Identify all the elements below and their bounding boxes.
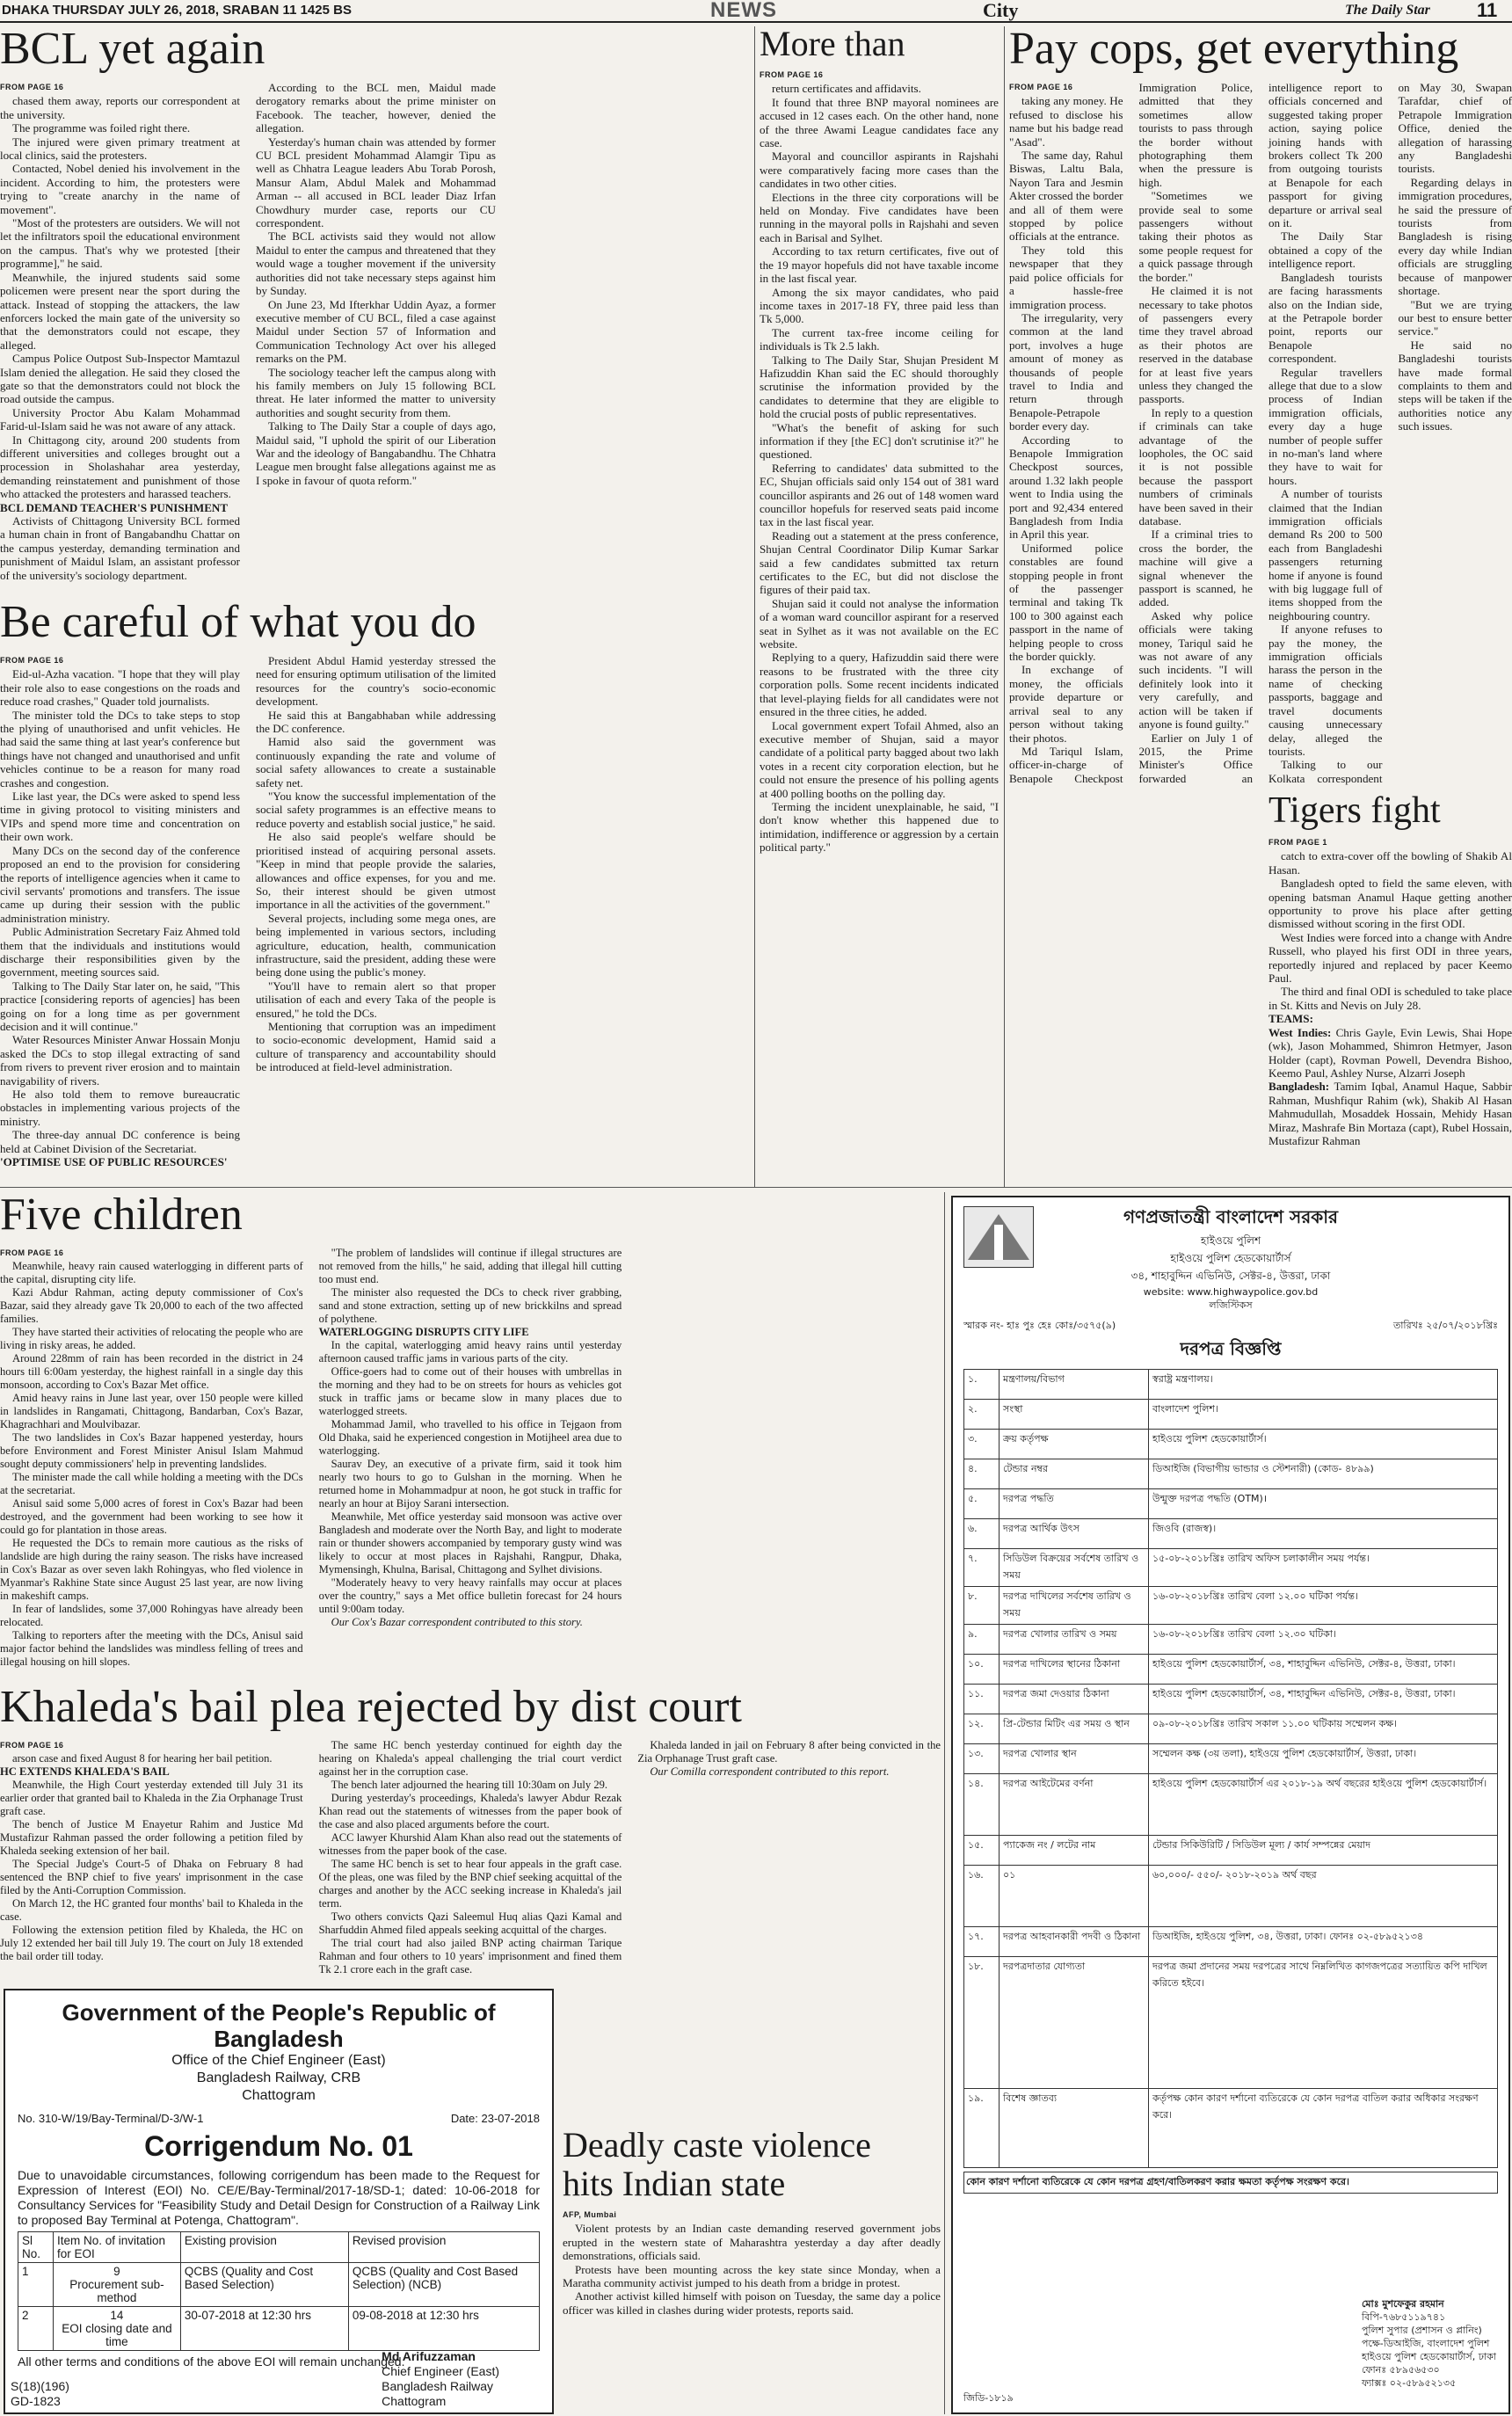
body-careful	[0, 654, 752, 1180]
paragraph: chased them away, reports our correspondent at the university.	[0, 94, 240, 121]
subhead: HC EXTENDS KHALEDA'S BAIL	[0, 1765, 170, 1778]
table-cell: QCBS (Quality and Cost Based Selection) (NCB)	[348, 2263, 539, 2307]
headline-bcl: BCL yet again	[0, 26, 265, 74]
police-ad-signer: মোঃ মুশফেকুর রহমান	[1361, 2298, 1444, 2310]
table-cell: ২.	[964, 1400, 1000, 1430]
table-cell: টেন্ডার সিকিউরিটি / সিডিউল মূল্য / কার্য সম্পন্নের মেয়াদ	[1149, 1836, 1498, 1866]
table-cell: সম্মেলন কক্ষ (৩য় তলা), হাইওয়ে পুলিশ হেডকোয়ার্টার্স, উত্তরা, ঢাকা।	[1149, 1744, 1498, 1774]
paragraph: Amid heavy rains in June last year, over 150 people were killed in landslides in Rangamati, Chittagong, Bandarban, Cox's Bazar, Khagrachhari and Moulvibazar.	[0, 1392, 303, 1430]
paragraph: They have started their activities of relocating the people who are living in risky areas, he added.	[0, 1326, 303, 1351]
rail-ad-table	[18, 2231, 540, 2351]
paragraph: Around 228mm of rain has been recorded in the district in 24 hours till 6:00am yesterday, the highest rainfall in a single day this monsoon, according to Cox's Bazar Met office.	[0, 1352, 303, 1391]
paragraph: The BCL activists said they would not allow Maidul to enter the campus and threatened that they would wage a tougher movement if the university authorities did not take necessary steps against him by Sunday.	[256, 229, 496, 298]
table-cell: হাইওয়ে পুলিশ হেডকোয়ার্টার্স, ৩৪, শাহাবুদ্দিন এভিনিউ, সেক্টর-৪, উত্তরা, ঢাকা।	[1149, 1685, 1498, 1714]
paragraph: Public Administration Secretary Faiz Ahmed told them that the individuals and institutions would discharge their responsibilities given by the government, meeting sources said.	[0, 925, 240, 979]
paragraph: The sociology teacher left the campus along with his family members on July 15 following BCL threat. He later informed the matter to university authorities and sought security from them.	[256, 365, 496, 419]
paragraph: "The problem of landslides will continue if illegal structures are not removed from the hills," he said, adding that illegal hill cutting too must end.	[318, 1247, 622, 1285]
paragraph: The programme was foiled right there.	[12, 121, 191, 135]
table-cell: ক্রয় কর্তৃপক্ষ	[1000, 1430, 1149, 1459]
table-cell: হাইওয়ে পুলিশ হেডকোয়ার্টার্স।	[1149, 1430, 1498, 1459]
dateline: AFP, Mumbai	[563, 2210, 617, 2219]
paragraph: The same HC bench is set to hear four appeals in the graft case. Of the pleas, one was filed by the BNP chief seeking acquittal of the charges and another by the ACC seeking increase in Khaleda's jail term.	[318, 1858, 622, 1910]
table-cell: ৩.	[964, 1430, 1000, 1459]
headline-khaleda: Khaleda's bail plea rejected by dist court	[0, 1685, 742, 1732]
body-cops	[1009, 81, 1512, 1183]
credit-line: Our Cox's Bazar correspondent contributed to this story.	[331, 1616, 583, 1628]
table-cell: ১৬-০৮-২০১৮খ্রিঃ তারিখ বেলা ১২.৩০ ঘটিকা।	[1149, 1625, 1498, 1655]
paragraph: University Proctor Abu Kalam Mohammad Farid-ul-Islam said he was not aware of any attack.	[0, 405, 240, 433]
paragraph: "Most of the protesters are outsiders. We will not let the infiltrators spoil the educational environment on the campus. That's why we protested [their programme]," he said.	[0, 216, 240, 271]
table-cell: দরপত্র আইটেমের বর্ণনা	[1000, 1774, 1149, 1836]
police-ad-addr2: ৩৪, শাহাবুদ্দিন এভিনিউ, সেক্টর-৪, উত্তরা, ঢাকা	[1130, 1270, 1331, 1282]
paragraph: Violent protests by an Indian caste demanding reserved government jobs erupted in the western state of Maharashtra yesterday a day after deadly demonstrations, officials said.	[563, 2222, 941, 2263]
paragraph: He said no Bangladeshi tourists have made formal complaints to them and steps will be taken if the authorities notice any such issues.	[1398, 338, 1512, 433]
paragraph: Several projects, including some mega ones, are being implemented in various sectors, including agriculture, education, health, communication infrastructure, said the president, adding these were being done using the public's money.	[256, 911, 496, 979]
table-cell: ৯.	[964, 1625, 1000, 1655]
paragraph: The bench of Justice M Enayetur Rahim and Justice Md Mustafizur Rahman passed the order following a petition filed by Khaleda seeking extension of her bail.	[0, 1818, 303, 1857]
paragraph: Anisul said some 5,000 acres of forest in Cox's Bazar had been destroyed, and the government had been working to see how it could go for plantation in those areas.	[0, 1497, 303, 1536]
police-ad-web: website: www.highwaypolice.gov.bd	[1143, 1286, 1319, 1298]
from-page-label: FROM PAGE 16	[0, 1741, 64, 1750]
from-page-label: FROM PAGE 16	[0, 83, 64, 91]
headline-more-than: More than	[760, 26, 905, 63]
paragraph: Campus Police Outpost Sub-Inspector Mamtazul Islam denied the allegation. He said they closed the gate so that the demonstrators could not block the road outside the campus.	[0, 352, 240, 406]
paragraph: Bangladesh opted to field the same eleven, with opening batsman Anamul Haque getting another opportunity to prove his place after getting dismissed without scoring in the first ODI.	[1268, 877, 1512, 931]
article-tigers	[1268, 787, 1512, 1181]
paragraph: The injured were given primary treatment at local clinics, said the protesters.	[0, 135, 240, 163]
paragraph: catch to extra-cover off the bowling of Shakib Al Hasan.	[1268, 849, 1512, 877]
paragraph: In reply to a question if criminals can take advantage of the loopholes, the OC said it is not possible because the passport numbers of criminals have been saved in their database.	[1138, 405, 1253, 528]
body-more-than	[760, 69, 999, 1183]
table-cell: টেন্ডার নম্বর	[1000, 1459, 1149, 1489]
from-page-label: FROM PAGE 16	[1009, 83, 1073, 91]
paragraph: Md Tariqul Islam, officer-in-charge of Benapole Checkpost Immigration Police, admitted that they sometimes allow tourists to pass through the border without photographing them when the pressure is high.	[1009, 81, 1253, 785]
from-page-label: FROM PAGE 16	[760, 70, 824, 79]
table-cell: দরপত্র দাখিলের সর্বশেষ তারিখ ও সময়	[1000, 1587, 1149, 1625]
paragraph: Hamid also said the government was continuously expanding the rate and volume of social safety allowances to create a sustainable safety net.	[256, 735, 496, 790]
table-row	[964, 1866, 1498, 1927]
paragraph: The three-day annual DC conference is being held at Cabinet Division of the Secretariat.	[0, 1128, 240, 1155]
rail-ad-dept: Bangladesh Railway, CRB	[196, 2070, 361, 2085]
table-cell: কর্তৃপক্ষ কোন কারণ দর্শানো ব্যতিরেকে যে কোন দরপত্র বাতিল করার অধিকার সংরক্ষণ করে।	[1149, 2089, 1498, 2168]
paragraph: arson case and fixed August 8 for hearing her bail petition.	[12, 1752, 273, 1765]
paragraph: Another activist killed himself with poison on Tuesday, the same day a police officer was killed in clashes during wider protests, reports said.	[563, 2289, 941, 2317]
paragraph: Meanwhile, heavy rain caused waterlogging in different parts of the capital, disrupting city life.	[0, 1260, 303, 1285]
paragraph: ACC lawyer Khurshid Alam Khan also read out the statements of witnesses from the paper book of the case.	[318, 1831, 622, 1857]
table-cell: সংস্থা	[1000, 1400, 1149, 1430]
paragraph: He said this at Bangabhaban while addressing the DC conference.	[256, 708, 496, 736]
table-row	[964, 1430, 1498, 1459]
headline-cops: Pay cops, get everything	[1009, 26, 1459, 74]
paragraph: Mohammad Jamil, who travelled to his office in Tejgaon from Old Dhaka, said he experienced congestion in Motijheel area due to waterlogging.	[318, 1418, 622, 1457]
teams-label: TEAMS:	[1268, 1012, 1313, 1026]
rail-ad-body: Due to unavoidable circumstances, following corrigendum has been made to the Request for Expression of Interest (EOI) No. CE/E/Bay-Terminal/2017-18/SD-1; dated: 10-06-2018 for Consultancy Services for "Feasibility Study and Detail Design for Construction of a Railway Link to proposed Bay Terminal at Potenga, Chattogram".	[18, 2168, 540, 2227]
paragraph: He requested the DCs to remain more cautious as the risks of landslide are high during the rainy season. The risks have increased in Cox's Bazar as over seven lakh Rohingyas, who fled violence in Myanmar's Rakhine State since August 25 last year, are now living in makeshift camps.	[0, 1537, 303, 1602]
table-cell: ০৯-০৮-২০১৮খ্রিঃ তারিখ সকাল ১১.০০ ঘটিকায় সম্মেলন কক্ষ।	[1149, 1714, 1498, 1744]
rail-ad-code1: S(18)(196)	[11, 2379, 69, 2393]
table-cell: ১২.	[964, 1714, 1000, 1744]
paragraph: Talking to our Kolkata correspondent on May 30, Swapan Tarafdar, chief of Petrapole Immigration Office, denied the allegation of harassing any Bangladeshi tourists.	[1268, 81, 1512, 785]
table-row	[964, 1519, 1498, 1549]
paragraph: In the capital, waterlogging amid heavy rains until yesterday afternoon caused traffic jams in various parts of the city.	[318, 1339, 622, 1364]
table-cell: দরপত্র খোলার স্থান	[1000, 1744, 1149, 1774]
table-cell: ১৮.	[964, 1957, 1000, 2089]
paragraph: President Abdul Hamid yesterday stressed the need for ensuring optimum utilisation of the limited resources for the country's socio-economic development.	[256, 654, 496, 709]
rail-ad-signature	[382, 2349, 499, 2409]
paragraph: Many DCs on the second day of the conference proposed an end to the provision for considering the reports of intelligence agencies when it came to civil servants' promotions and transfers. The issue came up during their session with the public administration ministry.	[0, 843, 240, 925]
rail-ad-signer-org: Bangladesh Railway	[382, 2379, 494, 2393]
headline-careful: Be careful of what you do	[0, 600, 476, 647]
table-cell: ১৫-০৮-২০১৮খ্রিঃ তারিখ অফিস চলাকালীন সময় পর্যন্ত।	[1149, 1549, 1498, 1587]
table-cell: 1	[18, 2263, 54, 2307]
masthead-city: City	[983, 0, 1019, 21]
rail-ad-codes	[11, 2379, 69, 2409]
table-row	[964, 2089, 1498, 2168]
signature-line: ফোনঃ ৫৮৯৫৬৫৩০	[1361, 2364, 1440, 2376]
paragraph: Reading out a statement at the press conference, Shujan Central Coordinator Dilip Kumar Sarkar said a few candidates submitted tax return certificates to the EC, but did not disclose the figures of their paid tax.	[760, 528, 999, 597]
rail-ad-signer-title: Chief Engineer (East)	[382, 2364, 499, 2378]
table-row	[964, 1836, 1498, 1866]
article-khaleda	[0, 1685, 941, 1985]
masthead	[0, 0, 1512, 23]
table-cell: ৭.	[964, 1549, 1000, 1587]
paragraph: The irregularity, very common at the land port, involves a huge amount of money as thousands of people travel to India and return through Benapole-Petrapole border every day.	[1009, 310, 1123, 433]
table-header-cell: Item No. of invitation for EOI	[54, 2232, 181, 2263]
table-cell: 9 Procurement sub-method	[54, 2263, 181, 2307]
paragraph: In fear of landslides, some 37,000 Rohingyas have already been relocated.	[0, 1603, 303, 1628]
rail-ad-title: Government of the People's Republic of Bangladesh	[62, 1999, 496, 2052]
paragraph: Earlier on July 1 of 2015, the Prime Minister's Office forwarded an intelligence report to officials concerned and suggested taking proper action, saying police joining hands with brokers collect Tk 200 from outgoing tourists at Benapole for each passport for giving departure or arrival seal on it.	[1138, 81, 1383, 785]
table-row	[964, 1549, 1498, 1587]
table-cell: ১১.	[964, 1685, 1000, 1714]
signature-line: ফ্যাক্সঃ ০২-৫৮৯৫২১৩৫	[1361, 2377, 1457, 2389]
paragraph: The minister also requested the DCs to check river grabbing, sand and stone extraction, setting up of new brickkilns and spread of polythene.	[318, 1286, 622, 1325]
paragraph: Eid-ul-Azha vacation. "I hope that they will play their role also to ease congestions on the roads and reduce road crashes," Quader told journalists.	[0, 667, 240, 709]
paragraph: Two others convicts Qazi Saleemul Huq alias Qazi Kamal and Sharfuddin Ahmed filed appeals seeking acquittal of the charges.	[318, 1910, 622, 1936]
table-cell: ১৫.	[964, 1836, 1000, 1866]
article-five-children	[0, 1192, 941, 1681]
signature-line: বিপি-৭৬৮৫১১৯৭৪১	[1361, 2311, 1446, 2323]
table-cell: দরপত্র আহবানকারী পদবী ও ঠিকানা	[1000, 1927, 1149, 1957]
police-ad-code: জিডি-১৮১৯	[963, 2392, 1014, 2404]
table-row	[964, 1714, 1498, 1744]
paragraph: "You know the successful implementation of the social safety programmes is an effective means to reduce poverty and establish social justice," he said.	[256, 790, 496, 830]
headline-tigers: Tigers fight	[1268, 792, 1441, 831]
paragraph: Among the six mayor candidates, who paid income taxes in 2017-18 FY, three paid less than Tk 5,000.	[760, 285, 999, 326]
paragraph: The Daily Star obtained a copy of the intelligence report.	[1268, 229, 1383, 271]
headline-caste-2: hits Indian state	[563, 2166, 786, 2203]
rail-ad-office: Office of the Chief Engineer (East)	[171, 2053, 386, 2068]
subhead: 'OPTIMISE USE OF PUBLIC RESOURCES'	[0, 1155, 228, 1169]
table-cell: দরপত্রদাতার যোগ্যতা	[1000, 1957, 1149, 2089]
paragraph: Referring to candidates' data submitted to the EC, Shujan officials said only 154 out of 381 ward councillor aspirants and 26 out of 148 women ward councillor hopefuls for reserved seats paid income tax in the last fiscal year.	[760, 461, 999, 529]
paragraph: Mayoral and councillor aspirants in Rajshahi were comparatively facing more cases than the candidates in two other cities.	[760, 149, 999, 191]
paragraph: A number of tourists claimed that the Indian immigration officials demand Rs 200 to 500 each from Bangladeshi passengers returning home if anyone is found with big luggage full of items shopped from the neighbouring country.	[1268, 487, 1383, 622]
table-cell: হাইওয়ে পুলিশ হেডকোয়ার্টার্স এর ২০১৮-১৯ অর্থ বছরের হাইওয়ে পুলিশ হেডকোয়ার্টার্স।	[1149, 1774, 1498, 1836]
paragraph: According to Benapole Immigration Checkpost sources, around 1.32 lakh people went to India using the port and 92,434 entered Bangladesh from India in April this year.	[1009, 433, 1123, 542]
paragraph: The two landslides in Cox's Bazar happened yesterday, hours before Environment and Forest Minister Anisul Islam Mahmud sought deputy commissioners' help in preventing landslides.	[0, 1431, 303, 1470]
paragraph: Elections in the three city corporations will be held on Monday. Five candidates have been running in the mayoral polls in Rajshahi and seven each in Barisal and Sylhet.	[760, 190, 999, 244]
table-cell: 09-08-2018 at 12:30 hrs	[348, 2307, 539, 2351]
table-cell: ৮.	[964, 1587, 1000, 1625]
paragraph: In exchange of money, the officials provide departure or arrival seal to any person without taking their photos.	[1009, 663, 1123, 745]
paragraph: The same HC bench yesterday continued for eighth day the hearing on Khaleda's appeal challenging the trial court verdict against her in the corruption case.	[318, 1739, 622, 1778]
table-row	[964, 1957, 1498, 2089]
table-row	[964, 1459, 1498, 1489]
credit-line: Our Comilla correspondent contributed to this report.	[650, 1765, 890, 1778]
article-cops	[1009, 26, 1512, 1185]
table-cell: ১৩.	[964, 1744, 1000, 1774]
rail-ad-date: Date: 23-07-2018	[450, 2112, 540, 2125]
table-cell: দরপত্র খোলার তারিখ ও সময়	[1000, 1625, 1149, 1655]
table-cell: 2	[18, 2307, 54, 2351]
table-cell: সিডিউল বিক্রয়ের সর্বশেষ তারিখ ও সময়	[1000, 1549, 1149, 1587]
paragraph: Like last year, the DCs were asked to spend less time in giving protocol to visiting ministers and VIPs and spend more time and concentration on their own work.	[0, 790, 240, 844]
table-cell: ১.	[964, 1370, 1000, 1400]
from-page-label: FROM PAGE 1	[1268, 838, 1327, 847]
paragraph: The Special Judge's Court-5 of Dhaka on February 8 had sentenced the BNP chief to five years' imprisonment in the case filed by the Anti-Corruption Commission.	[0, 1858, 303, 1896]
table-cell: ১০.	[964, 1655, 1000, 1685]
paragraph: He claimed it is not necessary to take photos of passengers every time they travel abroad as their photos are reserved in the database for at least five years unless they changed the passports.	[1138, 284, 1253, 406]
table-cell: ৫.	[964, 1489, 1000, 1519]
table-cell: ০১	[1000, 1866, 1149, 1927]
paragraph: Bangladesh tourists are facing harassments also on the Indian side, at the Petrapole border point, reports our Benapole correspondent.	[1268, 270, 1383, 366]
paragraph: Contacted, Nobel denied his involvement in the incident. According to him, the protesters were trying to "create anarchy in the name of movement".	[0, 162, 240, 216]
paragraph: Following the extension petition filed by Khaleda, the HC on July 12 extended her bail till July 19. The court on July 18 extended the bail order till today.	[0, 1924, 303, 1962]
paragraph: Asked why police officials were taking money, Tariqul said he was not aware of any such incidents. "I will definitely look into it very carefully, and action will be taken if anyone is found guilty."	[1138, 608, 1253, 731]
paragraph: They told this newspaper that they paid police officials for a hassle-free immigration process.	[1009, 243, 1123, 311]
table-cell: 14 EOI closing date and time	[54, 2307, 181, 2351]
paragraph: Meanwhile, Met office yesterday said monsoon was active over Bangladesh and moderate over the North Bay, and light to moderate rain or thunder showers accompanied by temporary gusty wind was likely to occur at most places in Rajshahi, Rangpur, Dhaka, Mymensingh, Khulna, Barisal, Chittagong and Sylhet divisions.	[318, 1510, 622, 1575]
table-cell: দরপত্র দাখিলের স্থানের ঠিকানা	[1000, 1655, 1149, 1685]
paragraph: The minister told the DCs to take steps to stop the plying of unauthorised and unfit vehicles. He had said the same thing at last year's conference but things have not changed and unauthorised and unfit vehicles continue to be a reason for many road crashes and congestion.	[0, 708, 240, 790]
table-cell: স্বরাষ্ট্র মন্ত্রণালয়।	[1149, 1370, 1498, 1400]
paragraph: return certificates and affidavits.	[772, 82, 921, 96]
paragraph: The minister made the call while holding a meeting with the DCs at the secretariat.	[0, 1471, 303, 1496]
article-bcl	[0, 26, 752, 598]
paragraph: In Chittagong city, around 200 students from different universities and colleges brought out a procession in Sholashahar area yesterday, demanding reinstatement and punishment of those who attacked the protesters and harassed teachers.	[0, 433, 240, 501]
subhead: WATERLOGGING DISRUPTS CITY LIFE	[318, 1326, 529, 1338]
table-cell: বিশেষ জ্ঞাতব্য	[1000, 2089, 1149, 2168]
table-row	[964, 1625, 1498, 1655]
table-cell: ডিআইজি (বিভাগীয় ভান্ডার ও স্টেশনারী) (কোড- ৪৮৯৯)	[1149, 1459, 1498, 1489]
page-number: 11	[1477, 0, 1498, 21]
table-row	[964, 1370, 1498, 1400]
rail-ad-memo: No. 310-W/19/Bay-Terminal/D-3/W-1	[18, 2112, 204, 2125]
paragraph: Khaleda landed in jail on February 8 after being convicted in the Zia Orphanage Trust graft case.	[637, 1739, 941, 1765]
table-row	[964, 1927, 1498, 1957]
table-cell: ৬.	[964, 1519, 1000, 1549]
paragraph: "You'll have to remain alert so that proper utilisation of each and every Taka of the people is ensured," he told the DCs.	[256, 979, 496, 1020]
highway-police-tender-ad	[951, 1196, 1510, 2414]
paragraph: West Indies were forced into a change with Andre Russell, who played his first ODI in three years, reportedly injured and replaced by pacer Keemo Paul.	[1268, 930, 1512, 986]
table-cell: প্যাকেজ নং / লটের নাম	[1000, 1836, 1149, 1866]
table-row	[18, 2263, 540, 2307]
table-cell: ১৭.	[964, 1927, 1000, 1957]
paragraph: Local government expert Tofail Ahmed, also an executive member of Shujan, said a mayor candidate of a political party bagged about two lakh votes in a recent city corporation election, but he could not ensure the presence of his polling agents at 400 polling booths on the polling day.	[760, 718, 999, 800]
body-five-children	[0, 1247, 941, 1676]
table-cell: বাংলাদেশ পুলিশ।	[1149, 1400, 1498, 1430]
paragraph: The bench later adjourned the hearing till 10:30am on July 29.	[331, 1779, 608, 1791]
table-cell: দরপত্র জমা দেওয়ার ঠিকানা	[1000, 1685, 1149, 1714]
table-cell: ৪.	[964, 1459, 1000, 1489]
paragraph: Yesterday's human chain was attended by former CU BCL president Mohammad Alamgir Tipu as well as Chhatra League leaders Abu Torab Porosh, Mansur Alam, Abdul Malek and Mohammad Arman -- all accused in BCL leader Diaz Irfan Chowdhury murder case, reports our CU correspondent.	[256, 135, 496, 230]
masthead-dateline: DHAKA THURSDAY JULY 26, 2018, SRABAN 11 1425 BS	[2, 3, 352, 18]
article-careful	[0, 600, 752, 1187]
paragraph: taking any money. He refused to disclose his name but his badge read "Asad".	[1009, 94, 1123, 149]
paragraph: Kazi Abdur Rahman, acting deputy commissioner of Cox's Bazar, said they already gave Tk 20,000 to each of the two affected families.	[0, 1286, 303, 1325]
body-caste	[563, 2209, 941, 2411]
table-cell: জিওবি (রাজস্ব)।	[1149, 1519, 1498, 1549]
article-more-than	[760, 26, 999, 1185]
paragraph: Replying to a query, Hafizuddin said there were reasons to be frustrated with the three city corporation polls. Some recent incidents indicated that level-playing fields for all candidates were not ensured in the three cities, he added.	[760, 651, 999, 719]
paragraph: Water Resources Minister Anwar Hossain Monju asked the DCs to stop illegal extracting of sand from rivers to prevent river erosion and to maintain navigability of rivers.	[0, 1033, 240, 1088]
paragraph: If anyone refuses to pay the money, the immigration officials harass the person in the name of checking passports, baggage and travel documents causing unnecessary delay, alleged the tourists.	[1268, 622, 1383, 758]
highway-police-logo	[963, 1206, 1034, 1268]
paragraph: The same day, Rahul Biswas, Laltu Bala, Nayon Tara and Jesmin Akter crossed the border and all of them were stopped by police officials at the entrance.	[1009, 149, 1123, 244]
paragraph: Saurav Dey, an executive of a private firm, said it took him nearly two hours to go to Gulshan in the morning. When he returned home in Mohammadpur at noon, he got stuck in traffic for nearly an hour at Bijoy Sarani intersection.	[318, 1458, 622, 1510]
paragraph: On June 23, Md Ifterkhar Uddin Ayaz, a former executive member of CU BCL, filed a case against Maidul under Section 57 of Information and Communication Technology Act over his alleged remarks on the PM.	[256, 297, 496, 366]
police-ad-signature	[1362, 2297, 1496, 2390]
paragraph: Talking to The Daily Star later on, he said, "This practice [considering reports of agencies] has been going on for a long time as per government decision and it will continue."	[0, 979, 240, 1033]
paragraph: He also said people's welfare should be prioritised instead of acquiring personal assets. "Keep in mind that people provide the salaries, allowances and office expenses, for you and me. So, their interest should be given utmost importance in all the activities of the government."	[256, 830, 496, 912]
table-row	[18, 2307, 540, 2351]
body-bcl	[0, 81, 752, 594]
police-ad-footer: কোন কারণ দর্শানো ব্যতিরেকে যে কোন দরপত্র গ্রহণ/বাতিলকরণ করার ক্ষমতা কর্তৃপক্ষ সংরক্ষণ করে।	[963, 2172, 1498, 2194]
paragraph: During yesterday's proceedings, Khaleda's lawyer Abdur Rezak Khan read out the statements of witnesses from the paper book of the case and also placed arguments before the court.	[318, 1792, 622, 1830]
table-cell: দরপত্র জমা প্রদানের সময় দরপত্রের সাথে নিম্নলিখিত কাগজপত্রের সত্যায়িত কপি দাখিল করিতে হইবে।	[1149, 1957, 1498, 2089]
paragraph: "Sometimes we provide seal to some passengers without taking their photos as some people request for a quick passage through the border."	[1138, 189, 1253, 284]
table-row	[964, 1685, 1498, 1714]
signature-line: পুলিশ সুপার (প্রশাসন ও প্লানিং)	[1361, 2325, 1482, 2336]
paragraph: Talking to reporters after the meeting with the DCs, Anisul said major factor behind the landslides was mindless felling of trees and illegal housing on hill slopes.	[0, 1629, 303, 1668]
table-row	[964, 1744, 1498, 1774]
paragraph: Talking to The Daily Star a couple of days ago, Maidul said, "I uphold the spirit of our Liberation War and the ideology of Bangabandhu. The Chhatra League men brought false allegations against me as I spoke in favour of quota reform."	[256, 419, 496, 487]
table-cell: ১৬.	[964, 1866, 1000, 1927]
police-ad-addr: হাইওয়ে পুলিশ হেডকোয়ার্টার্স	[1170, 1252, 1291, 1264]
paragraph: He also told them to remove bureaucratic obstacles in implementing various projects of the ministry.	[0, 1088, 240, 1128]
table-cell: ডিআইজি, হাইওয়ে পুলিশ, ৩৪, উত্তরা, ঢাকা। ফোনঃ ০২-৫৮৯৫২১৩৪	[1149, 1927, 1498, 1957]
table-header-cell: Revised provision	[348, 2232, 539, 2263]
police-ad-table	[963, 1369, 1498, 2168]
rail-ad-signer: Md Arifuzzaman	[382, 2349, 476, 2363]
police-ad-gov: গণপ্রজাতন্ত্রী বাংলাদেশ সরকার	[1123, 1206, 1338, 1227]
article-caste	[563, 2128, 941, 2414]
table-cell: QCBS (Quality and Cost Based Selection)	[180, 2263, 348, 2307]
railway-corrigendum-ad	[4, 1989, 554, 2414]
signature-line: পক্ষে-ডিআইজি, বাংলাদেশ পুলিশ	[1361, 2338, 1490, 2349]
table-cell: উন্মুক্ত দরপত্র পদ্ধতি (OTM)।	[1149, 1489, 1498, 1519]
subhead: BCL DEMAND TEACHER'S PUNISHMENT	[0, 500, 229, 514]
from-page-label: FROM PAGE 16	[0, 1248, 64, 1257]
police-ad-heading: দরপত্র বিজ্ঞপ্তি	[1180, 1338, 1282, 1359]
paragraph: "Moderately heavy to very heavy rainfalls may occur at places over the country," says a Met office bulletin forecast for 24 hours until 9:00am today.	[318, 1576, 622, 1615]
paragraph: Shujan said it could not analyse the information of a woman ward councillor aspirant for a reserved seat in Sylhet as it was not available on the EC website.	[760, 596, 999, 651]
paragraph: Activists of Chittagong University BCL formed a human chain in front of Bangabandhu Chattar on the campus yesterday, demanding termination and punishment of Maidul Islam, an assistant professor of the university's sociology department.	[0, 514, 240, 582]
masthead-paper-name: The Daily Star	[1345, 3, 1430, 18]
paragraph: "But we are trying our best to ensure better service."	[1398, 297, 1512, 338]
headline-five-children: Five children	[0, 1192, 243, 1240]
paragraph: The third and final ODI is scheduled to take place in St. Kitts and Nevis on July 28.	[1268, 985, 1512, 1012]
bangladesh-label: Bangladesh:	[1268, 1080, 1330, 1094]
table-cell: মন্ত্রণালয়/বিভাগ	[1000, 1370, 1149, 1400]
paragraph: Meanwhile, the injured students said some policemen were present near the sport during the attack. Instead of stopping the attackers, the law enforcers locked the main gate of the university so that the demonstrators could not escape, they alleged.	[0, 270, 240, 352]
table-cell: ১৪.	[964, 1774, 1000, 1836]
table-cell: দরপত্র পদ্ধতি	[1000, 1489, 1149, 1519]
from-page-label: FROM PAGE 16	[0, 656, 64, 665]
paragraph: If a criminal tries to cross the border, the machine will give a signal whenever the passport is scanned, he added.	[1138, 528, 1253, 609]
headline-caste-1: Deadly caste violence	[563, 2128, 871, 2165]
body-khaleda	[0, 1739, 941, 1982]
bangladesh-squad: Tamim Iqbal, Anamul Haque, Sabbir Rahman, Mushfiqur Rahim (wk), Shakib Al Hasan Mahmudullah, Mosaddek Hossain, Mehidy Hasan Miraz, Mashrafe Bin Mortaza (capt), Rubel Hossain, Mustafizur Rahman	[1268, 1080, 1512, 1147]
paragraph: Uniformed police constables are found stopping people in front of the passenger terminal and taking Tk 100 to 300 against each passport in the name of helping people to cross the border quickly.	[1009, 541, 1123, 664]
police-ad-unit: হাইওয়ে পুলিশ	[1200, 1234, 1261, 1247]
table-header-cell: Existing provision	[180, 2232, 348, 2263]
signature-line: হাইওয়ে পুলিশ হেডকোয়ার্টার্স, ঢাকা	[1361, 2351, 1496, 2362]
table-cell: হাইওয়ে পুলিশ হেডকোয়ার্টার্স, ৩৪, শাহাবুদ্দিন এভিনিউ, সেক্টর-৪, উত্তরা, ঢাকা।	[1149, 1655, 1498, 1685]
paragraph: Mentioning that corruption was an impediment to socio-economic development, Hamid said a culture of transparency and accountability should be introduced at field-level administration.	[256, 1019, 496, 1074]
table-row	[964, 1489, 1498, 1519]
paragraph: On March 12, the HC granted four months' bail to Khaleda in the case.	[0, 1897, 303, 1923]
paragraph: The current tax-free income ceiling for individuals is Tk 2.5 lakh.	[760, 325, 999, 353]
west-indies-squad: Chris Gayle, Evin Lewis, Shai Hope (wk), Jason Mohammed, Shimron Hetmyer, Jason Holder (capt), Rovman Powell, Devendra Bishoo, Keemo Paul, Ashley Nurse, Alzarri Joseph	[1268, 1025, 1512, 1080]
paragraph: Terming the incident unexplainable, he said, "I don't know whether this happened due to intimidation, indifference or aggression by a certain political party."	[760, 799, 999, 855]
table-cell: 30-07-2018 at 12:30 hrs	[180, 2307, 348, 2351]
table-cell: প্রি-টেন্ডার মিটিং এর সময় ও স্থান	[1000, 1714, 1149, 1744]
rail-ad-city: Chattogram	[242, 2088, 316, 2103]
table-cell: ১৬-০৮-২০১৮খ্রিঃ তারিখ বেলা ১২.০০ ঘটিকা পর্যন্ত।	[1149, 1587, 1498, 1625]
table-row	[964, 1655, 1498, 1685]
west-indies-label: West Indies:	[1268, 1025, 1332, 1039]
paragraph: Protests have been mounting across the key state since Monday, when a Maratha community activist jumped to his death from a bridge in protest.	[563, 2262, 941, 2290]
paragraph: The trial court had also jailed BNP acting chairman Tarique Rahman and four others to 10 years' imprisonment and fined them Tk 2.1 crore each in the graft case.	[318, 1937, 622, 1976]
rail-ad-heading: Corrigendum No. 01	[144, 2130, 413, 2162]
table-cell: দরপত্র আর্থিক উৎস	[1000, 1519, 1149, 1549]
paragraph: Meanwhile, the High Court yesterday extended till July 31 its earlier order that granted bail to Khaleda in the Zia Orphanage Trust graft case.	[0, 1779, 303, 1817]
table-header-cell: Sl No.	[18, 2232, 54, 2263]
police-ad-memo: স্মারক নং- হাঃ পুঃ হেঃ কোঃ/৩৫৭৫(৯)	[963, 1320, 1116, 1331]
paragraph: According to the BCL men, Maidul made derogatory remarks about the prime minister on Facebook. The teacher, however, denied the allegation.	[256, 81, 496, 135]
rail-ad-signer-city: Chattogram	[382, 2394, 447, 2408]
table-row	[964, 1587, 1498, 1625]
rail-ad-code2: GD-1823	[11, 2394, 61, 2408]
police-ad-date: তারিখঃ ২৫/০৭/২০১৮খ্রিঃ	[1392, 1320, 1498, 1331]
police-ad-sub: লজিস্টিকস	[1209, 1299, 1253, 1311]
paragraph: It found that three BNP mayoral nominees are accused in 12 cases each. On the other hand, none of the three Awami League candidates face any case.	[760, 95, 999, 150]
paragraph: According to tax return certificates, five out of the 19 mayor hopefuls did not have taxable income in the last fiscal year.	[760, 244, 999, 286]
table-cell: ১৯.	[964, 2089, 1000, 2168]
paragraph: Regular travellers allege that due to a slow process of Indian immigration officials, every day a huge number of people suffer in no-man's land where they have to wait for hours.	[1268, 365, 1383, 487]
paragraph: Talking to The Daily Star, Shujan President M Hafizuddin Khan said the EC should thoroughly scrutinise the information provided by the candidates to determine that they are eligible to hold the crucial posts of public representatives.	[760, 353, 999, 421]
paragraph: Regarding delays in immigration procedures, he said the pressure of tourists from Bangladesh is rising every day while Indian officials are struggling because of manpower shortage.	[1398, 175, 1512, 298]
table-cell: ৬০,০০০/- ৫৫০/- ২০১৮-২০১৯ অর্থ বছর	[1149, 1866, 1498, 1927]
rail-ad-footer: All other terms and conditions of the above EOI will remain unchanged.	[18, 2354, 405, 2369]
table-row	[964, 1400, 1498, 1430]
paragraph: Office-goers had to come out of their houses with umbrellas in the morning and they had to be on streets for hours as vehicles got stuck in traffic jams or became slow in many places due to waterlogged streets.	[318, 1365, 622, 1417]
masthead-section: NEWS	[710, 0, 777, 22]
paragraph: "What's the benefit of asking for such information if they [the EC] don't scrutinise it?" he questioned.	[760, 420, 999, 462]
table-row	[964, 1774, 1498, 1836]
